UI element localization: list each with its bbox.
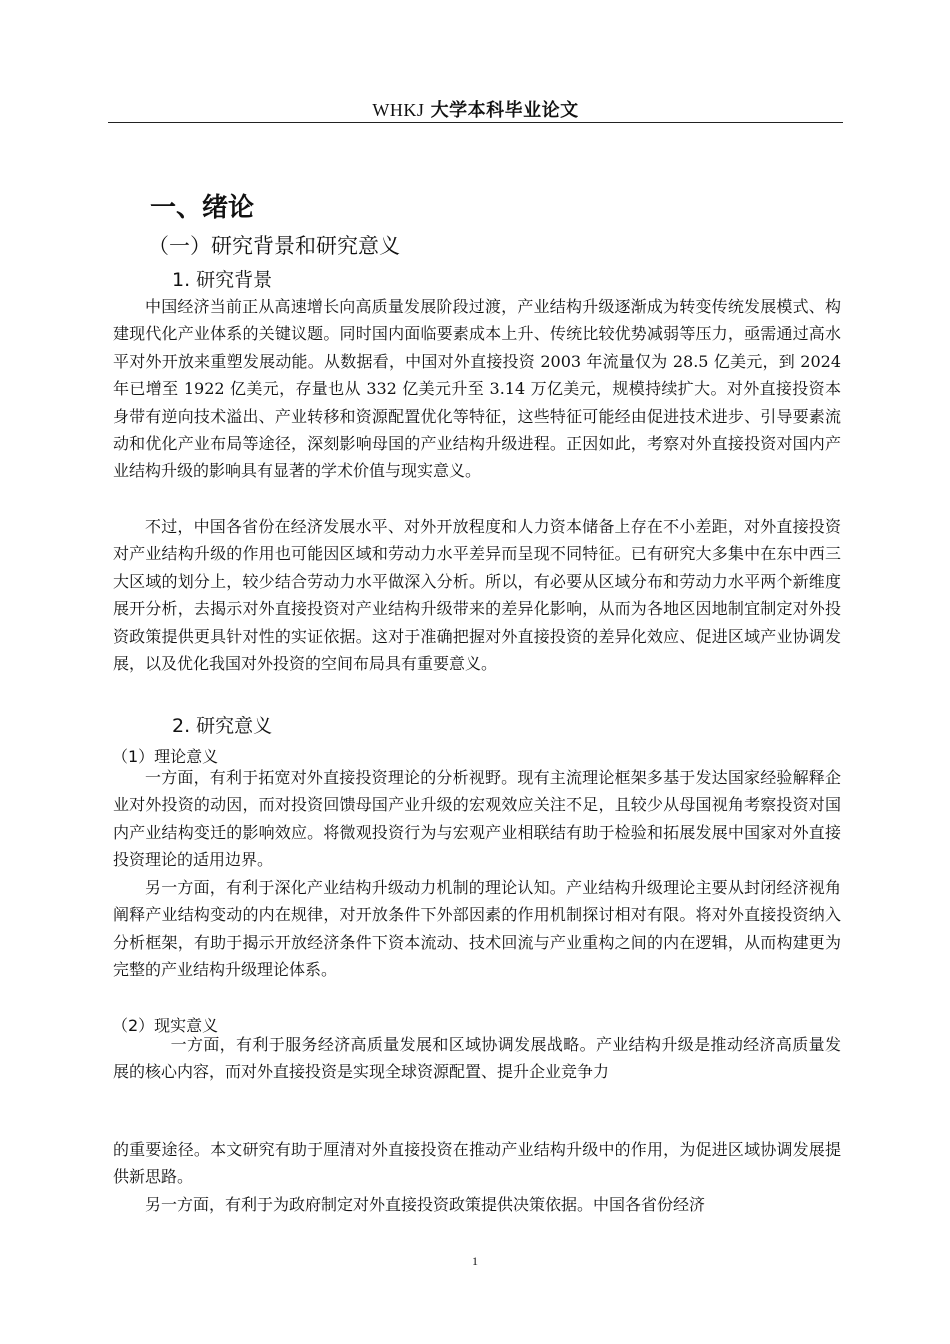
paragraph-practical-2: 另一方面，有利于为政府制定对外直接投资政策提供决策依据。中国各省份经济: [145, 1195, 706, 1214]
subsection-heading-significance: 2. 研究意义: [172, 715, 273, 737]
section-heading: （一）研究背景和研究意义: [148, 234, 400, 258]
page-header: [108, 96, 843, 122]
header-title: 大学本科毕业论文: [430, 100, 579, 121]
chapter-heading: 一、绪论: [150, 193, 255, 223]
paragraph-theoretical-2: 另一方面，有利于深化产业结构升级动力机制的理论认知。产业结构升级理论主要从封闭经济视角阐释产业结构变动的内在规律，对开放条件下外部因素的作用机制探讨相对有限。将对外直接投资纳入分析框架，有助于揭示开放经济条件下资本流动、技术回流与产业重构之间的内在逻辑，从而构建更为完整的产业结构升级理论体系。: [113, 878, 841, 980]
sub-heading-practical: （2）现实意义: [112, 1016, 219, 1035]
paragraph-practical-1: 一方面，有利于服务经济高质量发展和区域协调发展战略。产业结构升级是推动经济高质量发展的核心内容，而对外直接投资是实现全球资源配置、提升企业竞争力: [113, 1035, 841, 1082]
header-rule: [108, 122, 843, 123]
paragraph-theoretical-1: 一方面，有利于拓宽对外直接投资理论的分析视野。现有主流理论框架多基于发达国家经验解释企业对外投资的动因，而对投资回馈母国产业升级的宏观效应关注不足，且较少从母国视角考察投资对国内产业结构变迁的影响效应。将微观投资行为与宏观产业相联结有助于检验和拓展发展中国家对外直接投资理论的适用边界。: [113, 768, 841, 870]
subsection-heading-background: 1. 研究背景: [172, 269, 273, 291]
paragraph-practical-1-cont: 的重要途径。本文研究有助于厘清对外直接投资在推动产业结构升级中的作用，为促进区域协调发展提供新思路。: [113, 1140, 841, 1187]
page-number: 1: [472, 1254, 478, 1268]
paragraph-background-1: 中国经济当前正从高速增长向高质量发展阶段过渡，产业结构升级逐渐成为转变传统发展模式、构建现代化产业体系的关键议题。同时国内面临要素成本上升、传统比较优势减弱等压力，亟需通过高水平对外开放来重塑发展动能。从数据看，中国对外直接投资 2003 年流量仅为 28.5 亿美元，到 2024 年已增至 1922 亿美元，存量也从 332 亿美元升至 3.14 万亿美元，规模持续扩大。对外直接投资本身带有逆向技术溢出、产业转移和资源配置优化等特征，这些特征可能经由促进技术进步、引导要素流动和优化产业布局等途径，深刻影响母国的产业结构升级进程。正因如此，考察对外直接投资对国内产业结构升级的影响具有显著的学术价值与现实意义。: [113, 297, 841, 481]
sub-heading-theoretical: （1）理论意义: [112, 747, 219, 766]
header-latin: WHKJ: [372, 100, 425, 120]
paragraph-background-2: 不过，中国各省份在经济发展水平、对外开放程度和人力资本储备上存在不小差距，对外直接投资对产业结构升级的作用也可能因区域和劳动力水平差异而呈现不同特征。已有研究大多集中在东中西三大区域的划分上，较少结合劳动力水平做深入分析。所以，有必要从区域分布和劳动力水平两个新维度展开分析，去揭示对外直接投资对产业结构升级带来的差异化影响，从而为各地区因地制宜制定对外投资政策提供更具针对性的实证依据。这对于准确把握对外直接投资的差异化效应、促进区域产业协调发展，以及优化我国对外投资的空间布局具有重要意义。: [113, 517, 841, 674]
